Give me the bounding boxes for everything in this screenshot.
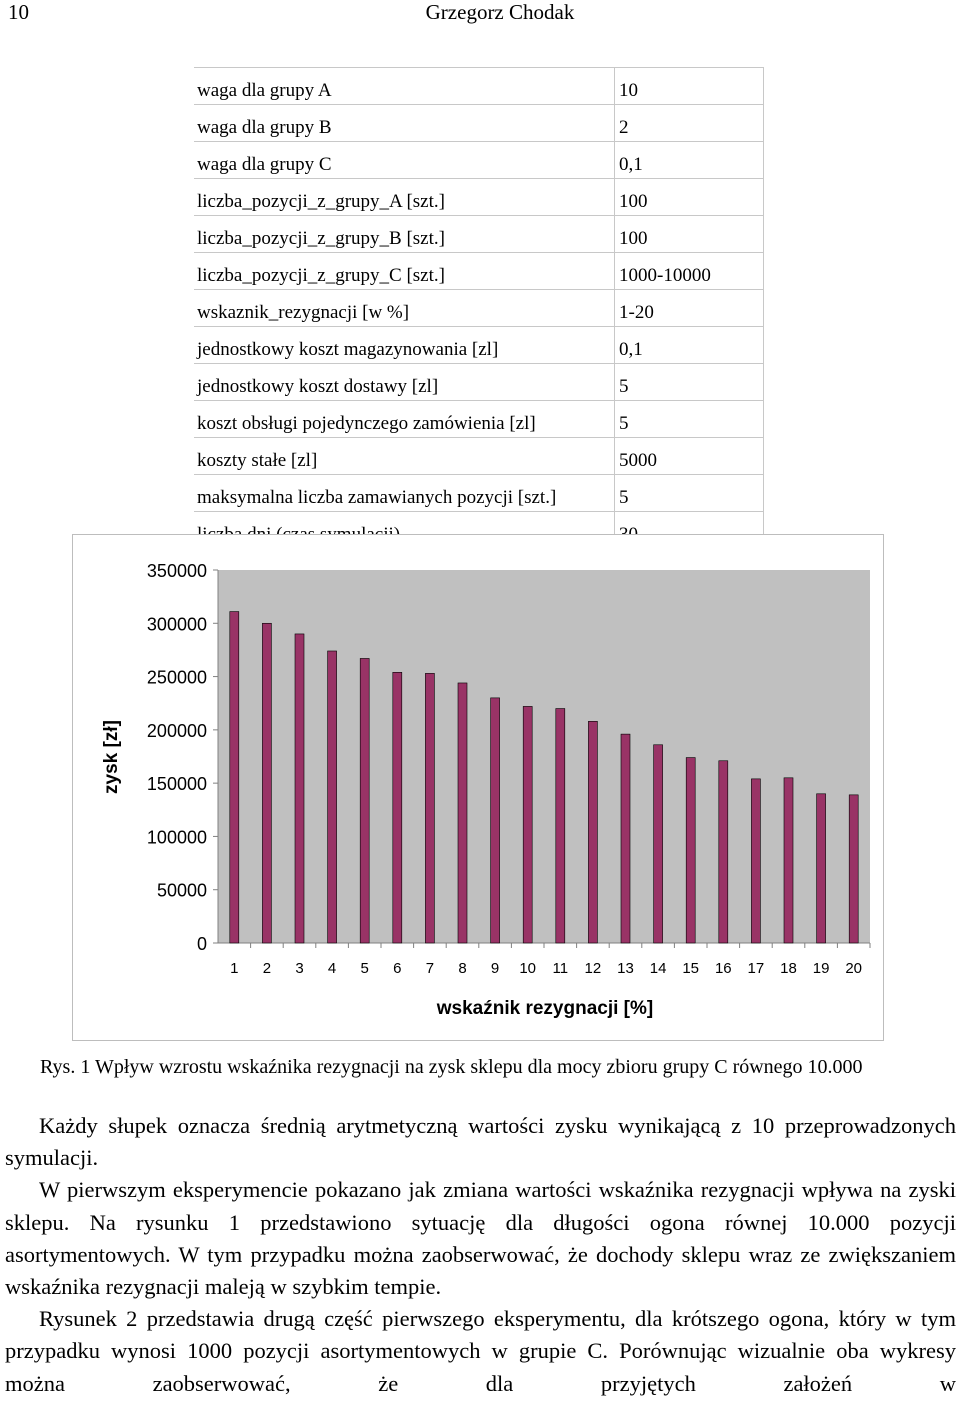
table-row <box>194 216 764 253</box>
x-tick-label: 2 <box>262 960 272 977</box>
bar <box>360 658 369 943</box>
param-value: 10 <box>615 68 764 105</box>
param-name: liczba_pozycji_z_grupy_B [szt.] <box>194 216 615 253</box>
param-name: waga dla grupy C <box>194 142 615 179</box>
bar <box>817 794 826 943</box>
y-axis-title: zysk [zł] <box>101 720 122 794</box>
table-row <box>194 438 764 475</box>
bar <box>588 721 597 943</box>
bar <box>458 683 467 943</box>
bar <box>328 651 337 943</box>
y-tick-label: 150000 <box>146 774 207 795</box>
bar <box>230 612 239 943</box>
bar <box>719 761 728 943</box>
x-tick-label: 12 <box>584 960 602 977</box>
x-tick-label: 17 <box>747 960 765 977</box>
table-row <box>194 364 764 401</box>
x-tick-label: 10 <box>519 960 537 977</box>
y-tick-label: 250000 <box>146 667 207 688</box>
running-header-author: Grzegorz Chodak <box>425 0 575 24</box>
x-tick-label: 5 <box>360 960 369 977</box>
y-tick-label: 50000 <box>156 880 207 901</box>
x-tick-label: 19 <box>812 960 830 977</box>
bar <box>425 673 434 943</box>
param-value: 5 <box>615 475 764 512</box>
param-value: 5000 <box>615 438 764 475</box>
param-name: koszt obsługi pojedynczego zamówienia [zl] <box>194 401 615 438</box>
param-name: waga dla grupy B <box>194 105 615 142</box>
param-value: 5 <box>615 364 764 401</box>
table-row <box>194 105 764 142</box>
x-tick-label: 16 <box>714 960 732 977</box>
x-tick-label: 14 <box>649 960 667 977</box>
chart-svg <box>73 535 883 1040</box>
x-axis-title: wskaźnik rezygnacji [%] <box>436 998 654 1019</box>
bar <box>849 795 858 943</box>
y-tick-label: 200000 <box>146 720 207 741</box>
x-tick-label: 13 <box>617 960 634 977</box>
x-tick-label: 9 <box>490 960 500 977</box>
x-tick-label: 3 <box>295 960 304 977</box>
param-value: 100 <box>615 216 764 253</box>
param-value: 0,1 <box>615 327 764 364</box>
bar <box>654 745 663 943</box>
bar <box>295 634 304 943</box>
table-row <box>194 401 764 438</box>
param-value: 2 <box>615 105 764 142</box>
bar <box>491 698 500 943</box>
table-row <box>194 253 764 290</box>
x-tick-label: 4 <box>327 960 337 977</box>
param-name: wskaznik_rezygnacji [w %] <box>194 290 615 327</box>
bar <box>751 779 760 943</box>
param-value: 5 <box>615 401 764 438</box>
bar <box>523 706 532 943</box>
x-tick-label: 6 <box>393 960 402 977</box>
param-name: waga dla grupy A <box>194 68 615 105</box>
param-value: 0,1 <box>615 142 764 179</box>
plot-area <box>218 570 870 943</box>
table-row <box>194 327 764 364</box>
table-row <box>194 142 764 179</box>
param-name: liczba_pozycji_z_grupy_C [szt.] <box>194 253 615 290</box>
parameters-table <box>194 67 764 549</box>
figure-caption: Rys. 1 Wpływ wzrostu wskaźnika rezygnacji na zysk sklepu dla mocy zbioru grupy C równego 10.000 <box>40 1056 863 1078</box>
param-name: jednostkowy koszt magazynowania [zl] <box>194 327 615 364</box>
y-tick-label: 350000 <box>146 561 207 581</box>
param-name: jednostkowy koszt dostawy [zl] <box>194 364 615 401</box>
y-tick-label: 300000 <box>146 614 207 635</box>
param-value: 1-20 <box>615 290 764 327</box>
x-tick-label: 1 <box>230 960 239 977</box>
x-tick-label: 15 <box>682 960 700 977</box>
page-header <box>0 0 960 30</box>
table-row <box>194 68 764 105</box>
bar <box>686 758 695 943</box>
param-value: 100 <box>615 179 764 216</box>
y-tick-label: 0 <box>196 934 207 954</box>
x-tick-label: 11 <box>552 960 569 977</box>
y-tick-label: 100000 <box>146 827 207 848</box>
param-name: maksymalna liczba zamawianych pozycji [szt.] <box>194 475 615 512</box>
table-row <box>194 290 764 327</box>
paragraph: W pierwszym eksperymencie pokazano jak zmiana wartości wskaźnika rezygnacji wpływa na zyski sklepu. Na rysunku 1 przedstawiono sytuację dla długości ogona równej 10.000 pozycji asortymentowych. W tym przypadku można zaobserwować, że dochody sklepu wraz ze zwiększaniem wskaźnika rezygnacji maleją w szybkim tempie. <box>5 1177 956 1300</box>
chart <box>72 534 884 1041</box>
bar <box>784 778 793 943</box>
paragraph: Każdy słupek oznacza średnią arytmetyczną wartości zysku wynikającą z 10 przeprowadzonych symulacji. <box>5 1113 956 1171</box>
page-number: 10 <box>8 0 29 24</box>
param-name: koszty stałe [zl] <box>194 438 615 475</box>
param-name: liczba_pozycji_z_grupy_A [szt.] <box>194 179 615 216</box>
x-tick-label: 7 <box>425 960 435 977</box>
table-row <box>194 179 764 216</box>
bar <box>621 734 630 943</box>
param-value: 1000-10000 <box>615 253 764 290</box>
bar <box>262 623 271 943</box>
x-tick-label: 20 <box>845 960 863 977</box>
body-text <box>5 1110 956 1400</box>
bar <box>393 672 402 943</box>
x-tick-label: 18 <box>780 960 797 977</box>
x-tick-label: 8 <box>458 960 467 977</box>
bar <box>556 709 565 943</box>
paragraph: Rysunek 2 przedstawia drugą część pierwszego eksperymentu, dla krótszego ogona, który w tym przypadku wynosi 1000 pozycji asortymentowych w grupie C. Porównując wizualnie oba wykresy można zaobserwować, że dla przyjętych założeń w <box>5 1306 956 1396</box>
table-row <box>194 475 764 512</box>
